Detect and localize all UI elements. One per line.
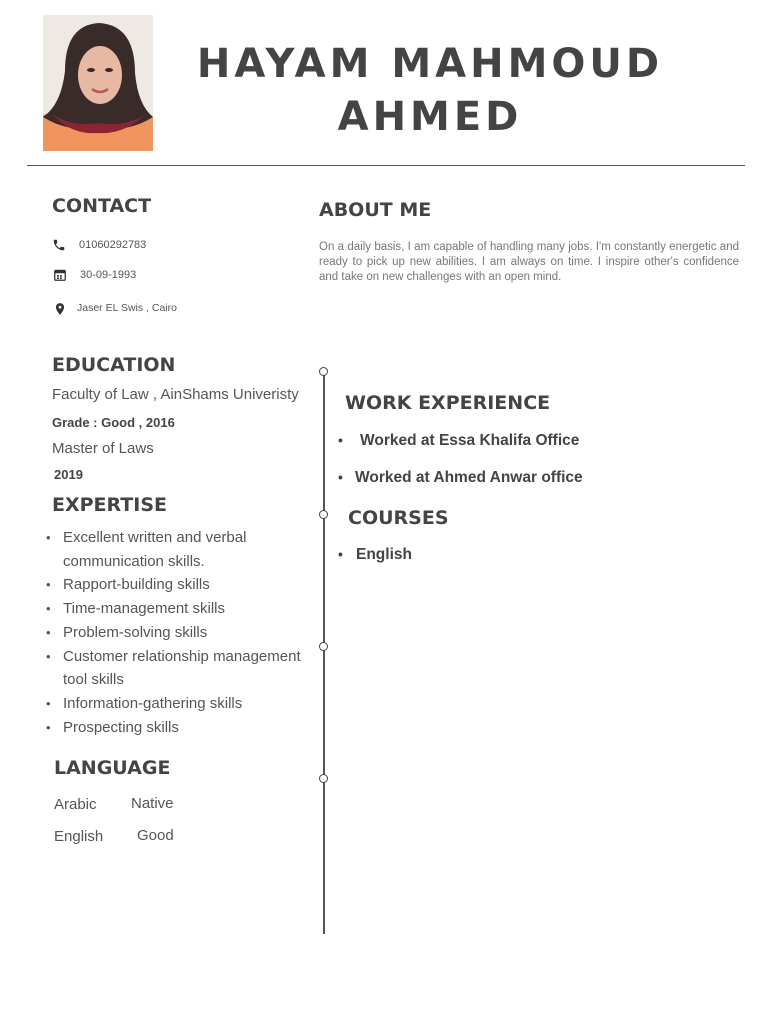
expertise-item: • Customer relationship management tool skills <box>46 645 306 692</box>
timeline-dot <box>319 367 328 376</box>
expertise-item: • Prospecting skills <box>46 716 306 740</box>
header-divider <box>27 165 745 166</box>
language-name: Arabic <box>54 796 97 813</box>
bullet-icon: • <box>338 469 343 485</box>
expertise-item: • Information-gathering skills <box>46 692 306 716</box>
language-heading: LANGUAGE <box>54 757 171 779</box>
bullet-icon: • <box>338 432 343 448</box>
expertise-item: • Problem-solving skills <box>46 621 306 645</box>
education-year-2: 2019 <box>54 467 83 482</box>
expertise-item: • Excellent written and verbal communication skills. <box>46 526 306 573</box>
birthdate: 30-09-1993 <box>80 269 137 281</box>
timeline-dot <box>319 642 328 651</box>
education-degree-2: Master of Laws <box>52 440 154 457</box>
about-text: On a daily basis, I am capable of handling many jobs. I'm constantly energetic and ready to pick up new abilities. I am always on time. I inspire other's confidence and take on new challenges with an open mind. <box>319 241 739 283</box>
work-experience-heading: WORK EXPERIENCE <box>345 392 551 414</box>
expertise-list <box>46 526 306 739</box>
about-heading: ABOUT ME <box>319 199 432 221</box>
name-line-1: HAYAM MAHMOUD <box>196 41 664 87</box>
expertise-heading: EXPERTISE <box>52 494 168 516</box>
profile-photo <box>43 15 153 151</box>
address: Jaser EL Swis , Cairo <box>77 302 177 314</box>
courses-heading: COURSES <box>348 507 449 529</box>
education-degree-1: Faculty of Law , AinShams Univeristy <box>52 386 299 403</box>
timeline-line <box>323 372 325 934</box>
education-grade-1: Grade : Good , 2016 <box>52 415 175 430</box>
bullet-icon: • <box>338 546 343 562</box>
work-item: Worked at Ahmed Anwar office <box>355 469 583 486</box>
expertise-item: • Time-management skills <box>46 597 306 621</box>
language-level: Native <box>131 795 174 812</box>
location-pin-icon <box>53 302 67 316</box>
calendar-icon <box>53 268 67 282</box>
work-item: Worked at Essa Khalifa Office <box>360 432 580 449</box>
education-heading: EDUCATION <box>52 354 176 376</box>
timeline-dot <box>319 510 328 519</box>
portrait-image <box>43 15 153 151</box>
expertise-item: • Rapport-building skills <box>46 573 306 597</box>
phone-icon <box>52 238 66 252</box>
language-level: Good <box>137 827 174 844</box>
contact-heading: CONTACT <box>52 195 152 217</box>
course-item: English <box>356 546 412 563</box>
timeline-dot <box>319 774 328 783</box>
language-name: English <box>54 828 104 845</box>
phone-number: 01060292783 <box>79 239 147 251</box>
name-line-2: AHMED <box>337 94 523 140</box>
